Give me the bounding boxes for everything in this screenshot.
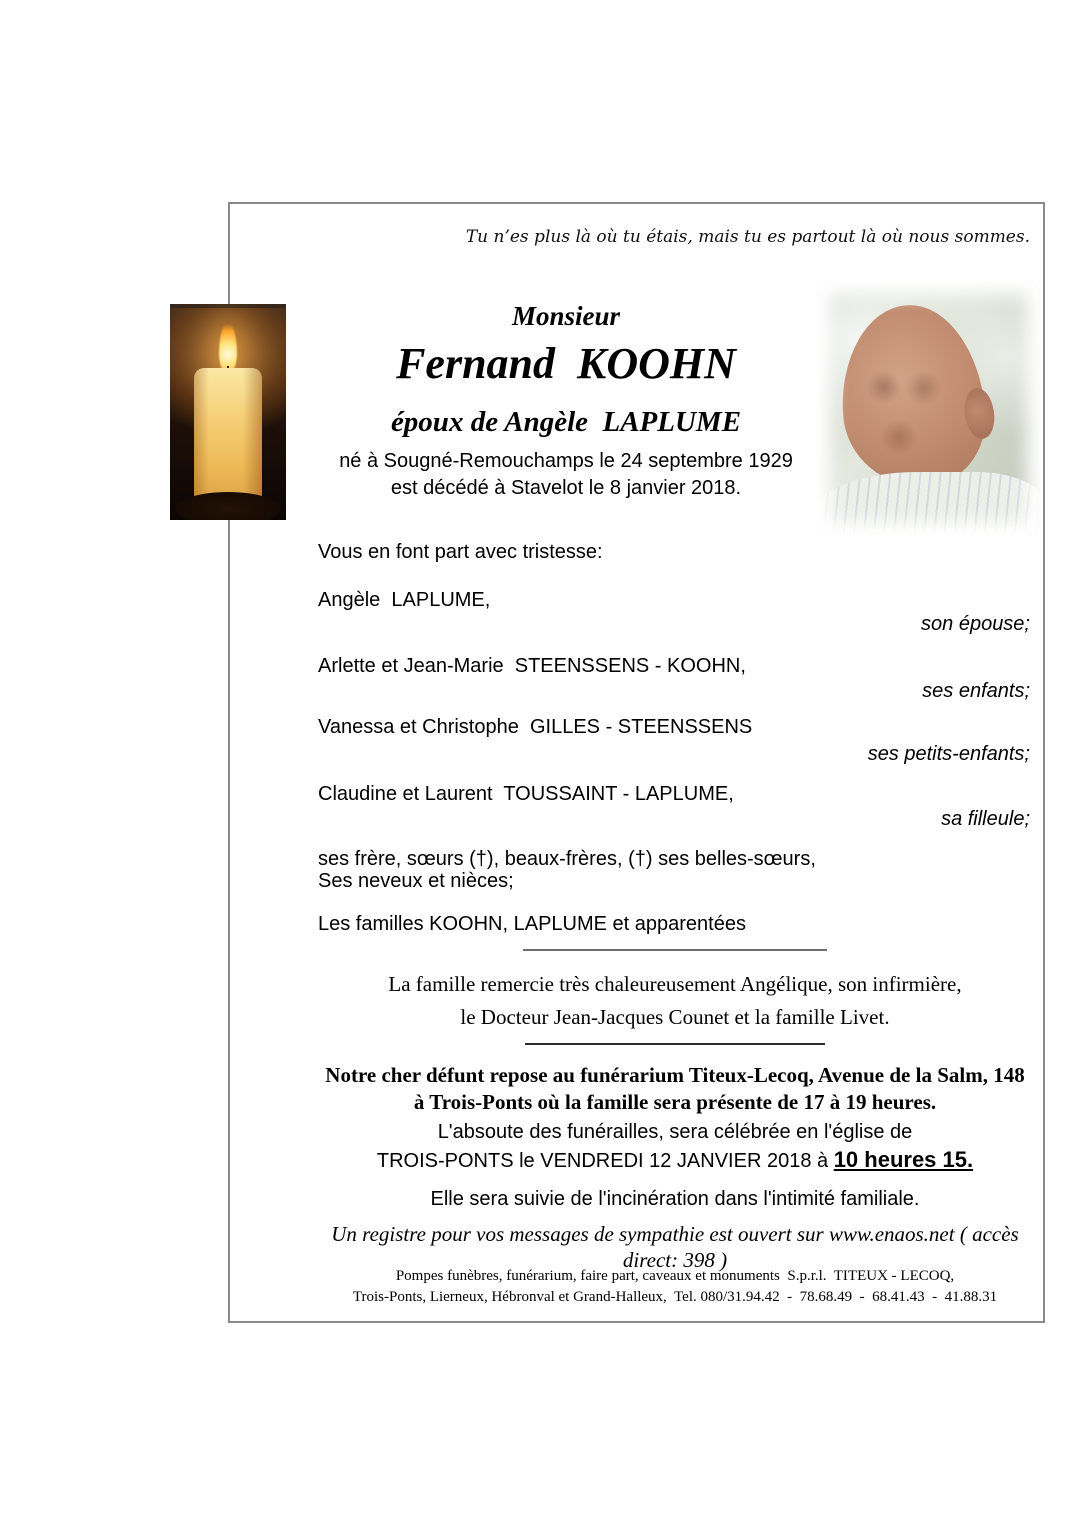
birth-line: né à Sougné-Remouchamps le 24 septembre 1929 xyxy=(339,450,793,472)
repose-line: Notre cher défunt repose au funérarium Titeux-Lecoq, Avenue de la Salm, 148 xyxy=(325,1063,1025,1087)
divider-line xyxy=(525,1043,825,1045)
other-relatives-line: Ses neveux et nièces; xyxy=(318,870,514,892)
memorial-quote: Tu n’es plus là où tu étais, mais tu es partout là où nous sommes. xyxy=(465,227,1030,247)
mourner-relation: son épouse; xyxy=(921,613,1030,635)
funeral-home-footer-line: Trois-Ponts, Lierneux, Hébronval et Grand-Halleux, Tel. 080/31.94.42 - 78.68.49 - 68.41.43 - 41.88.31 xyxy=(352,1289,998,1305)
thanks-line: le Docteur Jean-Jacques Counet et la famille Livet. xyxy=(460,1005,890,1029)
mourner-relation: sa filleule; xyxy=(941,808,1030,830)
funeral-home-footer-line: Pompes funèbres, funérarium, faire part, caveaux et monuments S.p.r.l. TITEUX - LECOQ, xyxy=(395,1268,955,1284)
ceremony-date-text: TROIS-PONTS le VENDREDI 12 JANVIER 2018 à xyxy=(376,1150,834,1172)
repose-line: à Trois-Ponts où la famille sera présente de 17 à 19 heures. xyxy=(413,1090,937,1114)
mourner-names: Vanessa et Christophe GILLES - STEENSSENS xyxy=(318,716,753,738)
deceased-name: Fernand KOOHN xyxy=(396,339,736,388)
spouse-line: époux de Angèle LAPLUME xyxy=(390,406,742,438)
mourner-relation: ses enfants; xyxy=(922,680,1030,702)
mourner-names: Angèle LAPLUME, xyxy=(318,589,491,611)
thanks-line: La famille remercie très chaleureusement Angélique, son infirmière, xyxy=(388,972,962,996)
title-prefix: Monsieur xyxy=(511,301,621,331)
mourner-names: Claudine et Laurent TOUSSAINT - LAPLUME, xyxy=(318,783,734,805)
ceremony-line xyxy=(303,1146,1047,1174)
register-line: Un registre pour vos messages de sympathie est ouvert sur www.enaos.net ( accès direct: 398 ) xyxy=(331,1222,1024,1273)
intro-line: Vous en font part avec tristesse: xyxy=(318,541,603,563)
divider-line xyxy=(523,949,827,951)
cremation-line: Elle sera suivie de l'incinération dans l'intimité familiale. xyxy=(430,1188,920,1210)
ceremony-time-emphasis: 10 heures 15. xyxy=(833,1147,974,1172)
families-line: Les familles KOOHN, LAPLUME et apparentées xyxy=(318,913,746,935)
mourner-names: Arlette et Jean-Marie STEENSSENS - KOOHN, xyxy=(318,655,746,677)
mourner-relation: ses petits-enfants; xyxy=(867,743,1030,765)
other-relatives-line: ses frère, sœurs (†), beaux-frères, (†) ses belles-sœurs, xyxy=(318,848,816,870)
death-line: est décédé à Stavelot le 8 janvier 2018. xyxy=(390,477,742,499)
ceremony-line: L'absoute des funérailles, sera célébrée en l'église de xyxy=(437,1121,913,1143)
